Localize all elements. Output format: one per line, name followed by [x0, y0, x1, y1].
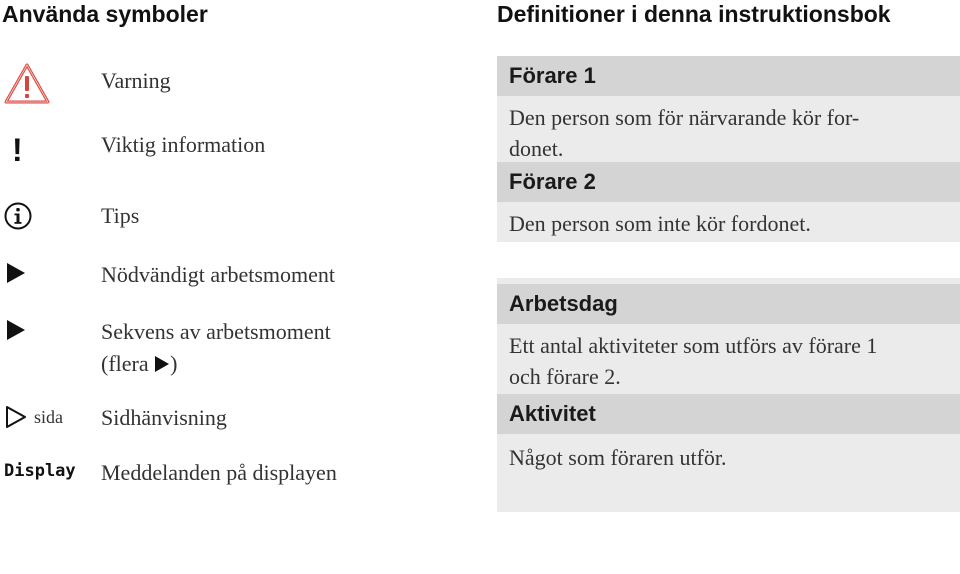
definition-term: Förare 1 [497, 56, 960, 96]
definition-forare-2 [497, 162, 960, 242]
warning-triangle-icon [4, 62, 50, 104]
definition-description: Den person som för närvarande kör for- donet. [509, 105, 860, 161]
definition-aktivitet [497, 394, 960, 512]
symbol-label-important: Viktig information [101, 132, 266, 157]
definition-term: Förare 2 [497, 162, 960, 202]
definition-forare-1 [497, 56, 960, 162]
definitions-list [497, 56, 960, 512]
symbols-heading: Använda symboler [2, 1, 208, 27]
definition-description: Något som föraren utför. [509, 445, 727, 470]
definition-description: Ett antal aktiviteter som utförs av förare 1 och förare 2. [509, 333, 878, 389]
outline-arrow-icon [4, 404, 28, 430]
symbol-label-display-messages: Meddelanden på displayen [101, 460, 337, 485]
symbol-row-required-step [0, 257, 470, 297]
definitions-gap [497, 242, 960, 278]
definition-term: Aktivitet [497, 394, 960, 434]
filled-arrow-icon [4, 318, 28, 342]
page-reference-icon [4, 404, 63, 430]
definition-arbetsdag [497, 284, 960, 394]
symbol-row-page-reference [0, 400, 470, 440]
filled-arrow-icon [154, 355, 170, 373]
filled-arrow-icon [4, 261, 28, 285]
exclamation-icon: ! [12, 132, 23, 168]
definition-term: Arbetsdag [497, 284, 960, 324]
symbol-label-page-reference: Sidhänvisning [101, 405, 227, 430]
symbol-label-tips: Tips [101, 203, 140, 228]
symbol-label-step-sequence-note: (flera ) [101, 351, 178, 376]
info-circle-icon [3, 201, 33, 231]
symbol-label-step-sequence: Sekvens av arbetsmoment [101, 319, 331, 344]
symbol-label-warning: Varning [101, 68, 171, 93]
definition-description: Den person som inte kör fordonet. [509, 211, 811, 236]
symbol-row-important [0, 128, 470, 172]
symbol-row-warning [0, 62, 470, 106]
definitions-heading: Definitioner i denna instruktionsbok [497, 1, 891, 27]
display-text-icon: Display [4, 461, 76, 481]
symbol-row-step-sequence [0, 314, 470, 380]
page-reference-text: sida [34, 406, 63, 427]
symbol-row-tips [0, 198, 470, 238]
symbol-row-display-messages [0, 455, 470, 495]
symbol-label-required-step: Nödvändigt arbetsmoment [101, 262, 336, 287]
